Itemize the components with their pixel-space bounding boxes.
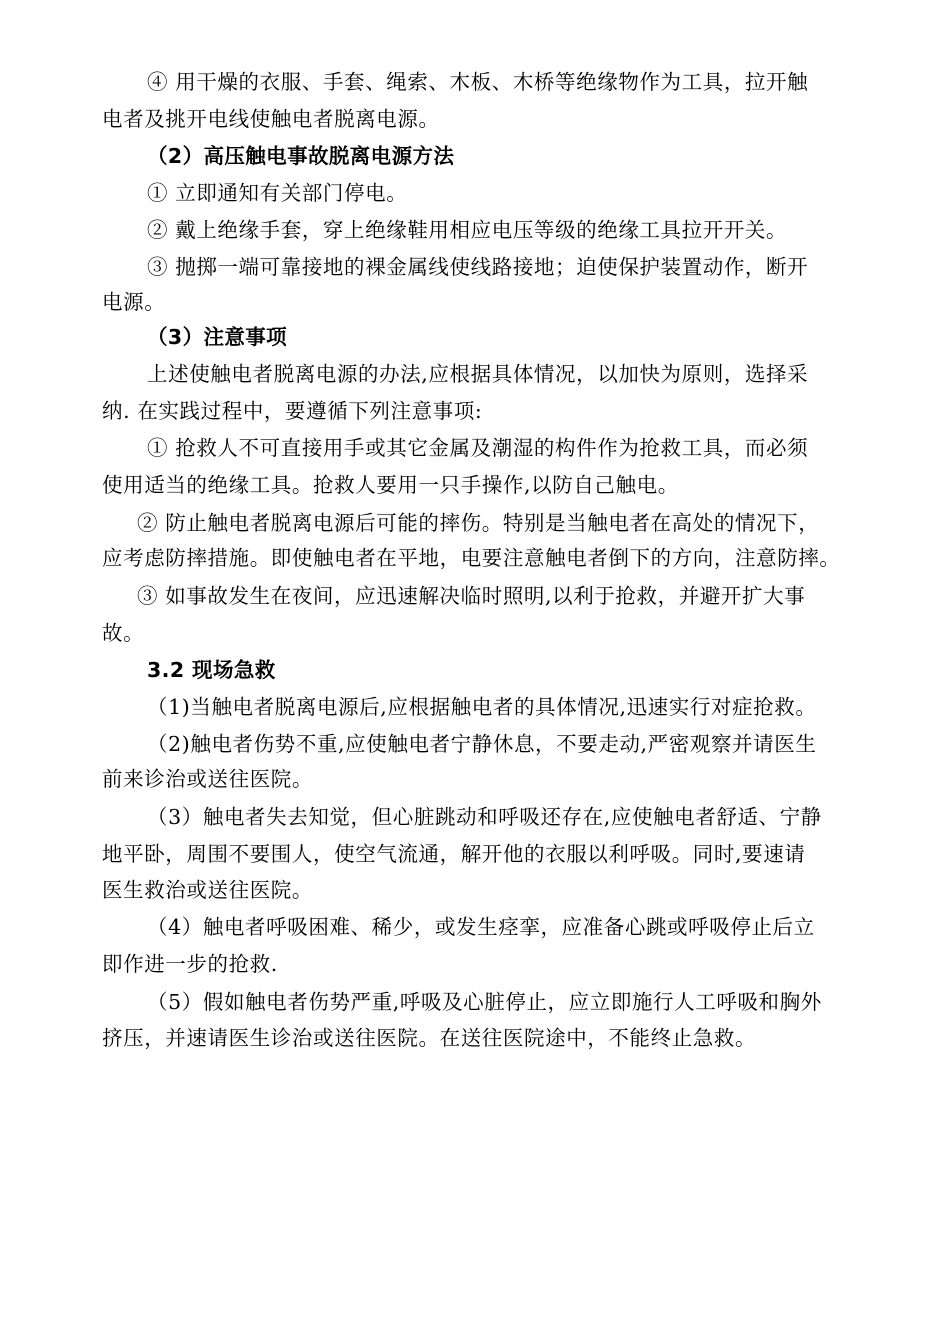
paragraph-line: 使用适当的绝缘工具。抢救人要用一只手操作,以防自己触电。	[102, 473, 679, 497]
paragraph-line: 应考虑防摔措施。即使触电者在平地，电要注意触电者倒下的方向，注意防摔。	[102, 546, 841, 570]
paragraph-line: （1)当触电者脱离电源后,应根据触电者的具体情况,迅速实行对症抢救。	[147, 695, 817, 719]
paragraph-line: 挤压，并速请医生诊治或送往医院。在送往医院途中，不能终止急救。	[102, 1026, 757, 1050]
paragraph-line: ② 防止触电者脱离电源后可能的摔伤。特别是当触电者在高处的情况下，	[137, 511, 820, 535]
paragraph-line: ① 立即通知有关部门停电。	[147, 181, 408, 205]
paragraph-line: （3）触电者失去知觉，但心脏跳动和呼吸还存在,应使触电者舒适、宁静	[147, 805, 822, 829]
paragraph-line: 电者及挑开电线使触电者脱离电源。	[102, 107, 440, 131]
section-heading: （2）高压触电事故脱离电源方法	[147, 144, 455, 168]
paragraph-line: ② 戴上绝缘手套，穿上绝缘鞋用相应电压等级的绝缘工具拉开开关。	[147, 218, 788, 242]
paragraph-line: 前来诊治或送往医院。	[102, 767, 313, 791]
paragraph-line: 故。	[102, 621, 145, 645]
paragraph-line: 即作进一步的抢救.	[102, 952, 278, 976]
paragraph-line: ④ 用干燥的衣服、手套、绳索、木板、木桥等绝缘物作为工具，拉开触	[147, 70, 809, 94]
paragraph-line: （2)触电者伤势不重,应使触电者宁静休息，不要走动,严密观察并请医生	[147, 732, 817, 756]
section-heading: 3.2 现场急救	[147, 658, 276, 682]
paragraph-line: 纳. 在实践过程中，要遵循下列注意事项:	[102, 399, 483, 423]
paragraph-line: 医生救治或送往医院。	[102, 878, 313, 902]
paragraph-line: ③ 抛掷一端可靠接地的裸金属线使线路接地；迫使保护装置动作，断开	[147, 255, 809, 279]
paragraph-line: 上述使触电者脱离电源的办法,应根据具体情况，以加快为原则，选择采	[147, 362, 809, 386]
paragraph-line: ③ 如事故发生在夜间，应迅速解决临时照明,以利于抢救，并避开扩大事	[137, 584, 806, 608]
paragraph-line: （4）触电者呼吸困难、稀少，或发生痉挛，应准备心跳或呼吸停止后立	[147, 915, 815, 939]
paragraph-line: （5）假如触电者伤势严重,呼吸及心脏停止，应立即施行人工呼吸和胸外	[147, 990, 822, 1014]
section-heading: （3）注意事项	[147, 325, 288, 349]
paragraph-line: ① 抢救人不可直接用手或其它金属及潮湿的构件作为抢救工具，而必须	[147, 436, 809, 460]
paragraph-line: 电源。	[102, 290, 166, 314]
paragraph-line: 地平卧，周围不要围人，使空气流通，解开他的衣服以利呼吸。同时,要速请	[102, 842, 806, 866]
